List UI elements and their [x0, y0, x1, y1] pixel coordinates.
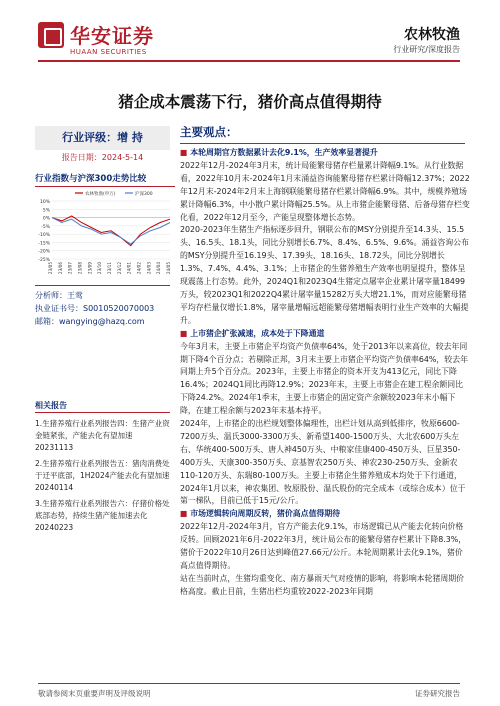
analyst-license: 执业证书号：S0010520070003	[35, 304, 155, 313]
footer-disclaimer: 敬请参阅末页重要声明及评级说明	[38, 689, 151, 698]
logo-mark-icon	[38, 22, 64, 48]
bullet-icon: ■	[180, 328, 191, 338]
section-2-para-1: 今年3月末，主要上市猪企平均资产负债率64%，处于2013年以来高位，较去年同期下降4个百分点；若剔除正邦，3月末主要上市猪企平均资产负债率64%，较去年同期上升5个百分点。2023年，主要上市猪企的资本开支为413亿元，同比下降16.4%；2024Q1同比再降12.9%；2023年末，主要上市猪企在建工程余额同比下降24.2%。2024年1季末，主要上市猪企的固定资产余额较2023年末小幅下降，在建工程余额与2023年末基本持平。	[180, 341, 468, 416]
industry-name: 农林牧渔	[404, 27, 460, 43]
industry-rating: 行业评级：增 持	[35, 126, 170, 150]
analyst-divider	[35, 285, 170, 286]
section-1-para-1: 2022年12月-2024年3月末，统计局能繁母猪存栏量累计降幅9.1%。从行业数据看，2022年10月末-2024年1月末涌益咨询能繁母猪存栏累计降幅12.37%；2022年12月末-2024年2月末上海钢联能繁母猪存栏累计降幅6.9%。其中，规模养殖场累计降幅6.3%，中小散户累计降幅25.5%。从上市猪企能繁母猪、后备母猪存栏变化看，2022年12月至今，产能呈现整体增长态势。	[180, 160, 470, 222]
x-tick-label: 23/05	[48, 262, 53, 275]
analyst-email[interactable]: 邮箱：wangying@hazq.com	[35, 317, 145, 326]
huaan-logo	[38, 18, 168, 64]
report-date: 报告日期：2024-5-14	[61, 153, 144, 162]
y-tick-label: -25%	[38, 258, 50, 263]
y-tick-label: -15%	[38, 241, 50, 247]
key-points-heading: 主要观点：	[180, 124, 465, 144]
key-points-body	[180, 147, 470, 599]
section-2-heading: ■ 上市猪企扩张减速，成本处于下降通道	[180, 328, 325, 338]
logo-text-cn: 华安证券	[70, 24, 154, 48]
related-reports-list	[35, 418, 170, 538]
x-tick-label: 24/04	[156, 262, 162, 275]
x-tick-label: 23/06	[57, 262, 63, 275]
index-comparison-chart	[30, 187, 175, 282]
section-1-heading: ■ 本轮周期官方数据累计去化9.1%，生产效率显著提升	[180, 148, 378, 157]
x-tick-label: 24/03	[146, 262, 152, 275]
y-tick-label: 10%	[39, 200, 50, 205]
bullet-icon: ■	[180, 148, 191, 157]
logo-text-en: HUAAN SECURITIES	[70, 48, 147, 56]
y-tick-label: -10%	[38, 233, 50, 239]
footer-label: 证券研究报告	[415, 689, 460, 698]
x-tick-label: 24/02	[136, 262, 142, 275]
related-reports-title: 相关报告	[35, 401, 67, 410]
section-3-para-1: 2022年12月-2024年3月，官方产能去化9.1%，市场逻辑已从产能去化转向价格反转。回顾2021年6月-2022年3月，统计局公布的能繁母猪存栏累计下降8.3%，猪价于2022年10月26日达到峰值27.66元/公斤。本轮周期累计去化9.1%，猪价高点值得期待。	[180, 522, 467, 570]
x-tick-label: 24/01	[126, 262, 132, 275]
chart-title: 行业指数与沪深300走势比较	[35, 172, 175, 187]
x-tick-label: 23/09	[87, 262, 93, 275]
x-tick-label: 24/05	[166, 262, 171, 275]
report-title: 猪企成本震荡下行，猪价高点值得期待	[118, 93, 382, 111]
bullet-icon: ■	[180, 509, 191, 519]
legend-label: 农林牧渔(申万)	[85, 191, 116, 197]
related-report-item[interactable]: 1.生猪养殖行业系列报告四：生猪产业资金链紧张，产能去化有望加速20231113	[35, 419, 170, 452]
related-divider	[35, 412, 170, 413]
legend-label: 沪深300	[135, 191, 153, 197]
section-3-heading: ■ 市场逻辑转向周期反转，猪价高点值得期待	[180, 509, 341, 519]
y-tick-label: -20%	[38, 249, 50, 255]
x-tick-label: 23/07	[67, 262, 73, 275]
section-1-para-2: 2020-2023年生猪生产指标逐步回升，钢联公布的MSY分别提升至14.3头、15.5头、16.5头、18.1头，同比分别增长6.7%、8.4%、6.5%、9.6%。涌益咨询公布的MSY分别提升至16.19头、17.39头、18.16头、18.72头，同比分别增长1.3%、7.4%、4.4%、3.1%；上市猪企的生猪养殖生产效率也明显提升，整体呈现震荡上行态势。此外，2024Q1和2023Q4生猪定点屠宰企业累计屠宰量18499万头，较2023Q1和2022Q4累计屠宰量15282万头大增21.1%，而对应能繁母猪平均存栏量仅增长1.8%，屠宰量增幅远超能繁母猪增幅表明行业生产效率的大幅提升。	[180, 225, 469, 325]
x-tick-label: 23/12	[116, 262, 122, 275]
y-tick-label: 5%	[42, 208, 50, 214]
y-tick-label: 0%	[42, 216, 50, 222]
analyst-block	[35, 289, 170, 328]
section-2-para-2: 2024年，上市猪企的出栏规划整体偏理性，出栏计划从高到低排序，牧原6600-7200万头、温氏3000-3300万头、新希望1400-1500万头、大北农600万头左右、华统400-500万头、唐人神450万头、中粮家佳康400-450万头、巨星350-400万头、天康300-350万头、京基智农250万头、神农230-250万头、金新农110-120万头、东瑞80-100万头。主要上市猪企生猪养殖成本均处于下行通道，2024年1月以来，神农集团、牧原股份、温氏股份的完全成本（或综合成本）位于第一梯队，目前已低于15元/公斤。	[180, 419, 466, 506]
section-3-para-2: 站在当前时点，生猪均重变化、南方暴雨天气对疫情的影响，将影响本轮猪周期价格高度。截止目前，生猪出栏均重较2022-2023年同期	[180, 573, 465, 596]
header-divider	[38, 60, 460, 62]
report-type: 行业研究/深度报告	[393, 45, 460, 54]
related-report-item[interactable]: 3.生猪养殖行业系列报告六：仔猪价格处底部态势，持续生猪产能加速去化20240223	[35, 499, 170, 532]
analyst-name: 分析师：王莺	[35, 291, 83, 300]
x-tick-label: 23/10	[97, 262, 103, 275]
related-report-item[interactable]: 2.生猪养殖行业系列报告五：猪肉消费处于迁平底部，1H2024产能去化有望加速20240114	[35, 459, 170, 492]
y-tick-label: -5%	[41, 224, 50, 230]
x-tick-label: 23/11	[107, 262, 112, 275]
x-tick-label: 23/08	[77, 262, 83, 275]
footer-divider	[38, 683, 460, 684]
